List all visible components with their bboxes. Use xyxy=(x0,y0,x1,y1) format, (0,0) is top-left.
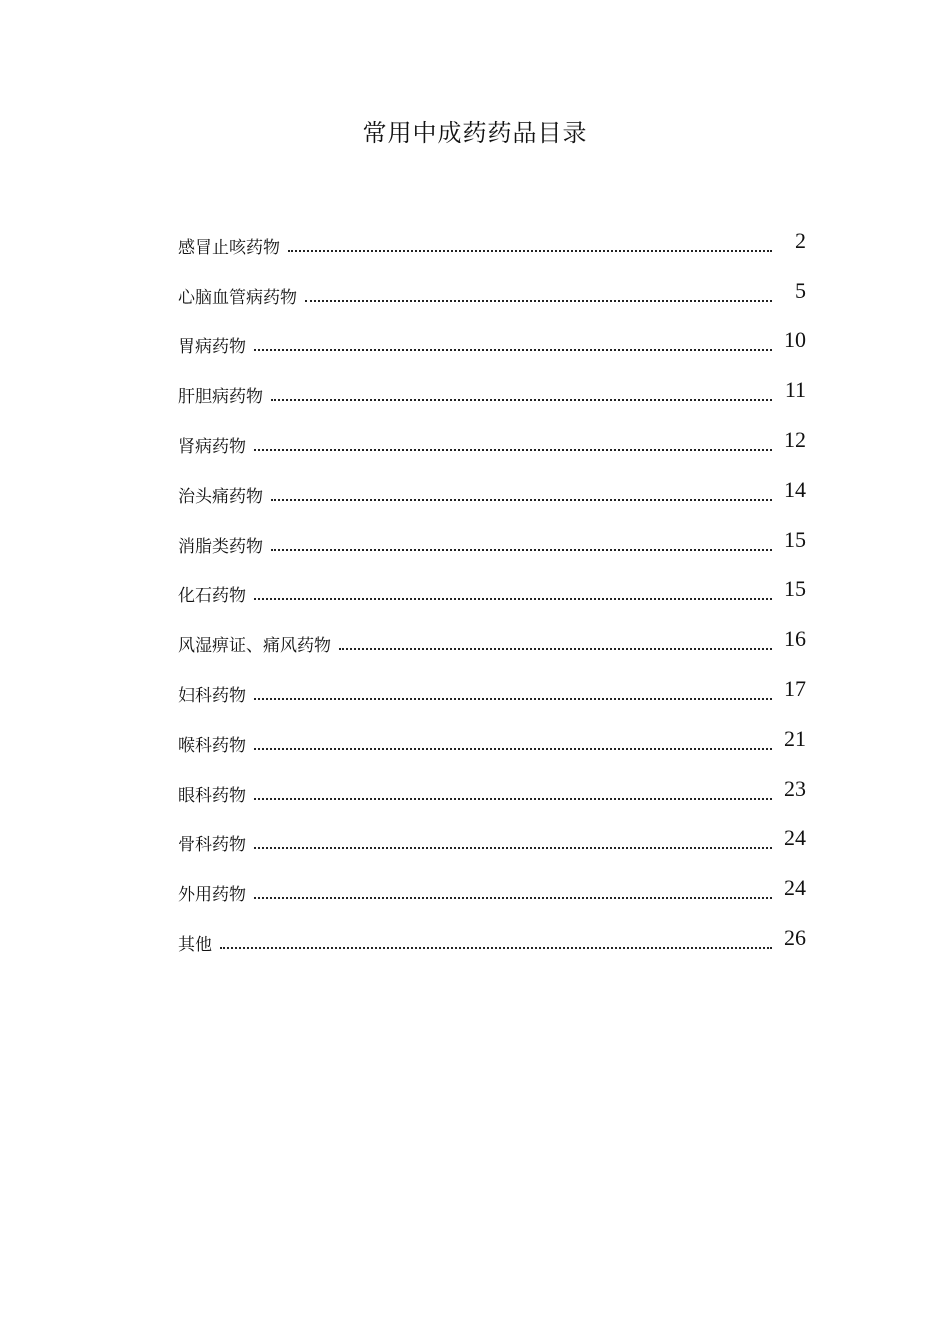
toc-dot-leader xyxy=(254,698,772,700)
toc-entry-label: 外用药物 xyxy=(178,885,246,906)
toc-entry-page-number: 5 xyxy=(795,277,806,303)
toc-entry-page-number: 11 xyxy=(784,377,806,403)
toc-entry-page-number: 2 xyxy=(795,227,806,253)
toc-entry-label: 眼科药物 xyxy=(178,785,246,806)
toc-entry-page-number: 24 xyxy=(784,875,806,901)
toc-dot-leader xyxy=(271,549,772,551)
toc-dot-leader xyxy=(254,847,772,849)
toc-entry-page-number: 21 xyxy=(784,725,806,751)
toc-entry[interactable] xyxy=(178,820,806,870)
toc-entry[interactable] xyxy=(178,620,806,670)
toc-entry-label: 感冒止咳药物 xyxy=(178,237,280,258)
toc-entry[interactable] xyxy=(178,471,806,521)
toc-entry[interactable] xyxy=(178,322,806,372)
toc-dot-leader xyxy=(254,349,772,351)
toc-entry-label: 化石药物 xyxy=(178,586,246,607)
toc-entry[interactable] xyxy=(178,272,806,322)
toc-entry[interactable] xyxy=(178,571,806,621)
toc-entry[interactable] xyxy=(178,371,806,421)
toc-dot-leader xyxy=(305,300,772,302)
toc-entry-label: 其他 xyxy=(178,934,212,955)
toc-entry-label: 喉科药物 xyxy=(178,735,246,756)
toc-dot-leader xyxy=(254,897,772,899)
table-of-contents xyxy=(178,222,806,969)
toc-dot-leader xyxy=(339,648,772,650)
toc-entry-label: 骨科药物 xyxy=(178,835,246,856)
toc-entry[interactable] xyxy=(178,919,806,969)
toc-entry-label: 妇科药物 xyxy=(178,685,246,706)
toc-entry-page-number: 12 xyxy=(784,426,806,452)
toc-entry-label: 肝胆病药物 xyxy=(178,387,263,408)
toc-dot-leader xyxy=(288,250,772,252)
toc-entry-page-number: 24 xyxy=(784,825,806,851)
toc-dot-leader xyxy=(271,499,772,501)
toc-entry-page-number: 10 xyxy=(784,327,806,353)
toc-entry-label: 治头痛药物 xyxy=(178,486,263,507)
toc-entry-page-number: 26 xyxy=(784,924,806,950)
toc-entry[interactable] xyxy=(178,521,806,571)
toc-entry-page-number: 16 xyxy=(784,626,806,652)
page-title: 常用中成药药品目录 xyxy=(362,119,588,147)
toc-entry[interactable] xyxy=(178,869,806,919)
toc-entry-page-number: 15 xyxy=(784,576,806,602)
toc-entry-page-number: 23 xyxy=(784,775,806,801)
toc-dot-leader xyxy=(254,598,772,600)
toc-dot-leader xyxy=(254,449,772,451)
toc-entry-page-number: 15 xyxy=(784,526,806,552)
toc-entry-label: 肾病药物 xyxy=(178,436,246,457)
toc-entry-page-number: 17 xyxy=(784,675,806,701)
toc-entry-page-number: 14 xyxy=(784,476,806,502)
toc-dot-leader xyxy=(254,798,772,800)
toc-entry[interactable] xyxy=(178,421,806,471)
toc-entry-label: 风湿痹证、痛风药物 xyxy=(178,636,331,657)
toc-entry[interactable] xyxy=(178,222,806,272)
toc-entry-label: 消脂类药物 xyxy=(178,536,263,557)
toc-dot-leader xyxy=(271,399,772,401)
toc-entry[interactable] xyxy=(178,670,806,720)
toc-dot-leader xyxy=(254,748,772,750)
toc-entry[interactable] xyxy=(178,770,806,820)
toc-entry-label: 心脑血管病药物 xyxy=(178,287,297,308)
toc-entry-label: 胃病药物 xyxy=(178,337,246,358)
toc-entry[interactable] xyxy=(178,720,806,770)
toc-dot-leader xyxy=(220,947,772,949)
